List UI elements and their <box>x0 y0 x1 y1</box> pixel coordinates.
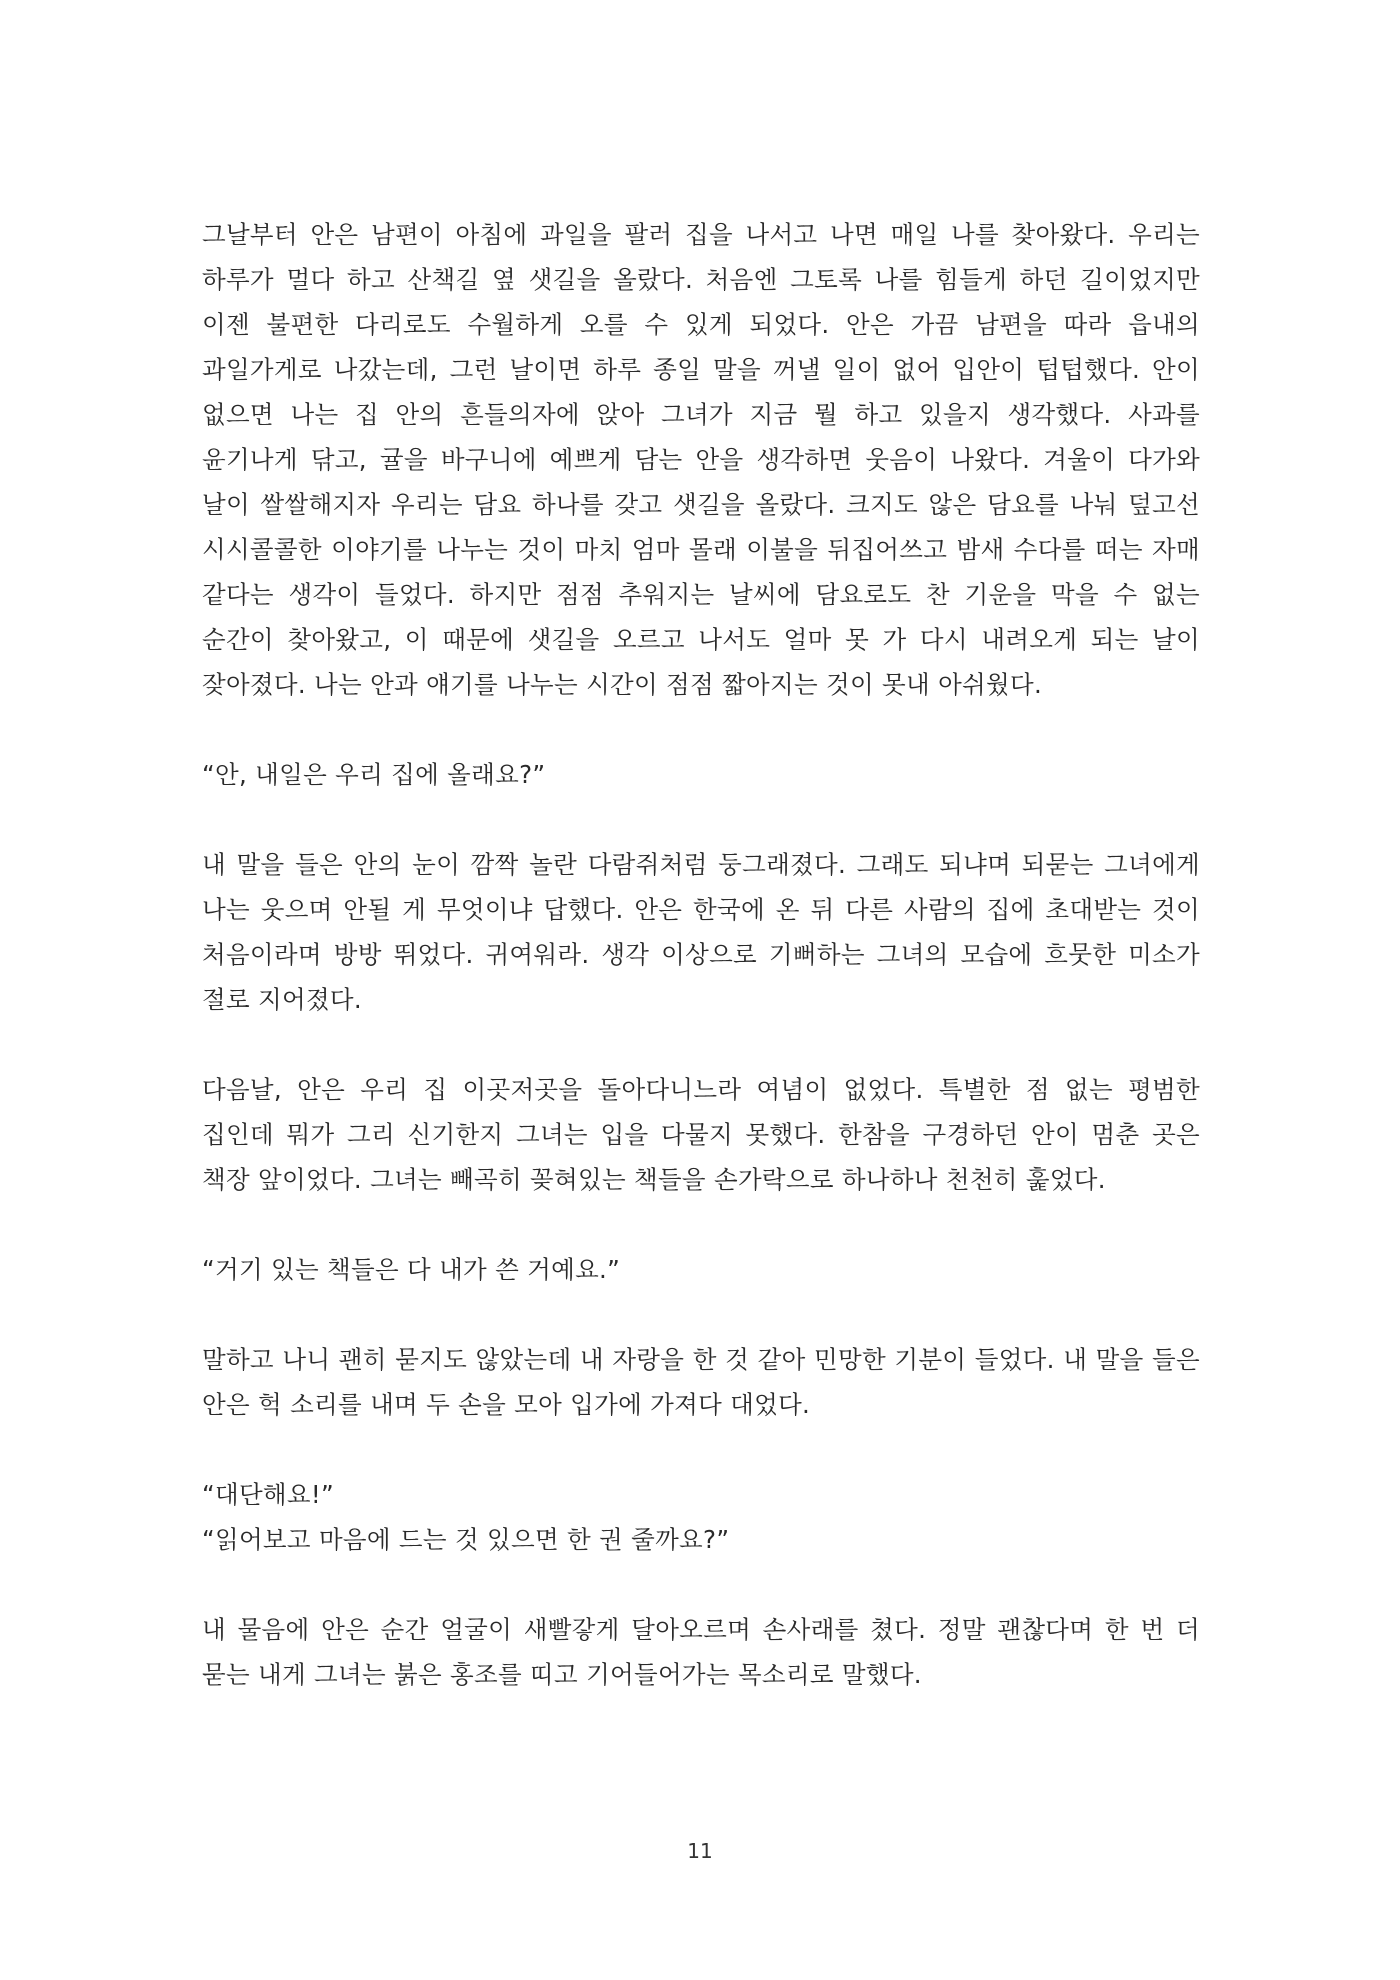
page-number: 11 <box>687 1839 713 1863</box>
paragraph-2: 내 말을 들은 안의 눈이 깜짝 놀란 다람쥐처럼 둥그래졌다. 그래도 되냐며 되묻는 그녀에게 나는 웃으며 안될 게 무엇이냐 답했다. 안은 한국에 온 뒤 다른 사람의 집에 초대받는 것이 처음이라며 방방 뛰었다. 귀여워라. 생각 이상으로 기뻐하는 그녀의 모습에 흐뭇한 미소가 절로 지어졌다. <box>202 850 1200 1014</box>
dialogue-invite: “안, 내일은 우리 집에 올래요?” <box>202 760 546 789</box>
paragraph-3: 다음날, 안은 우리 집 이곳저곳을 돌아다니느라 여념이 없었다. 특별한 점 없는 평범한 집인데 뭐가 그리 신기한지 그녀는 입을 다물지 못했다. 한참을 구경하던 안이 멈춘 곳은 책장 앞이었다. 그녀는 빼곡히 꽂혀있는 책들을 손가락으로 하나하나 천천히 훑었다. <box>202 1075 1200 1194</box>
paragraph-1: 그날부터 안은 남편이 아침에 과일을 팔러 집을 나서고 나면 매일 나를 찾아왔다. 우리는 하루가 멀다 하고 산책길 옆 샛길을 올랐다. 처음엔 그토록 나를 힘들게 하던 길이었지만 이젠 불편한 다리로도 수월하게 오를 수 있게 되었다. 안은 가끔 남편을 따라 읍내의 과일가게로 나갔는데, 그런 날이면 하루 종일 말을 꺼낼 일이 없어 입안이 텁텁했다. 안이 없으면 나는 집 안의 흔들의자에 앉아 그녀가 지금 뭘 하고 있을지 생각했다. 사과를 윤기나게 닦고, 귤을 바구니에 예쁘게 담는 안을 생각하면 웃음이 나왔다. 겨울이 다가와 날이 쌀쌀해지자 우리는 담요 하나를 갖고 샛길을 올랐다. 크지도 않은 담요를 나눠 덮고선 시시콜콜한 이야기를 나누는 것이 마치 엄마 몰래 이불을 뒤집어쓰고 밤새 수다를 떠는 자매 같다는 생각이 들었다. 하지만 점점 추워지는 날씨에 담요로도 찬 기운을 막을 수 없는 순간이 찾아왔고, 이 때문에 샛길을 오르고 나서도 얼마 못 가 다시 내려오게 되는 날이 잦아졌다. 나는 안과 얘기를 나누는 시간이 점점 짧아지는 것이 못내 아쉬웠다. <box>202 220 1200 699</box>
dialogue-offer: “읽어보고 마음에 드는 것 있으면 한 권 줄까요?” <box>202 1525 730 1554</box>
dialogue-amazing: “대단해요!” <box>202 1480 334 1509</box>
paragraph-4: 말하고 나니 괜히 묻지도 않았는데 내 자랑을 한 것 같아 민망한 기분이 들었다. 내 말을 들은 안은 헉 소리를 내며 두 손을 모아 입가에 가져다 대었다. <box>202 1345 1200 1419</box>
paragraph-5: 내 물음에 안은 순간 얼굴이 새빨갛게 달아오르며 손사래를 쳤다. 정말 괜찮다며 한 번 더 묻는 내게 그녀는 붉은 홍조를 띠고 기어들어가는 목소리로 말했다. <box>202 1615 1200 1689</box>
dialogue-books: “거기 있는 책들은 다 내가 쓴 거예요.” <box>202 1255 621 1284</box>
